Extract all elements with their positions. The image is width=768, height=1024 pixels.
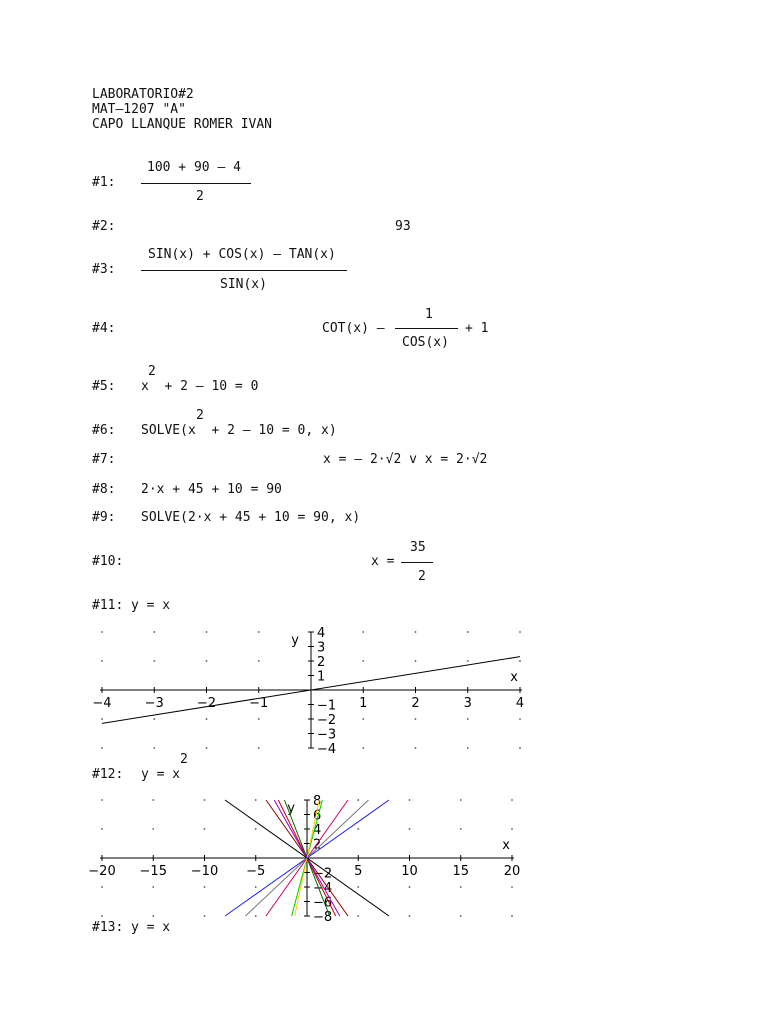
equation: SOLVE(2·x + 45 + 10 = 90, x) [141,510,361,525]
y-tick-label: −6 [313,895,333,911]
y-tick-label: −2 [313,866,333,882]
entry-label: #12: [92,767,124,782]
grid-dot [101,828,103,830]
grid-dot [467,747,469,749]
exponent: 2 [148,364,156,379]
grid-dot [519,631,521,633]
entry-label: #5: [92,379,116,394]
grid-dot [357,915,359,917]
grid-dot [258,631,260,633]
grid-dot [467,660,469,662]
grid-dot [152,828,154,830]
grid-dot [101,886,103,888]
grid-dot [511,886,513,888]
grid-dot [258,660,260,662]
grid-dot [467,718,469,720]
entry-label: #4: [92,321,116,336]
grid-dot [409,828,411,830]
fraction-bar [141,270,347,271]
entry-label: #3: [92,262,116,277]
x-tick-label: 2 [411,696,420,711]
grid-dot [206,631,208,633]
grid-dot [255,915,257,917]
fraction-numerator: 35 [410,540,426,555]
entry-label: #1: [92,175,116,190]
grid-dot [258,718,260,720]
function-definition: y = x [131,920,171,935]
plot-linear [92,622,528,757]
x-tick-label: 1 [359,696,368,711]
equation: 2·x + 45 + 10 = 90 [141,482,282,497]
function-definition: y = x [131,598,171,613]
x-tick-label: −2 [196,696,217,711]
grid-dot [255,799,257,801]
fraction-bar [395,328,458,329]
entry-label: #10: [92,554,124,569]
entry-label: #7: [92,452,116,467]
y-tick-label: −1 [317,698,337,714]
grid-dot [204,828,206,830]
x-tick-label: −5 [246,864,266,879]
exponent: 2 [196,408,204,423]
y-tick-label: 3 [317,640,326,656]
x-tick-label: −20 [88,864,116,879]
y-tick-label: −3 [317,727,337,743]
grid-dot [152,886,154,888]
grid-dot [511,799,513,801]
y-tick-label: −4 [313,881,333,896]
grid-dot [153,747,155,749]
x-tick-label: 10 [401,864,418,879]
grid-dot [153,718,155,720]
fraction-denominator: COS(x) [402,335,449,350]
grid-dot [204,799,206,801]
grid-dot [258,747,260,749]
header-title: LABORATORIO#2 [92,87,194,102]
grid-dot [152,799,154,801]
solution: x = – 2·√2 v x = 2·√2 [323,452,488,467]
expression-suffix: + 1 [465,321,489,336]
grid-dot [101,631,103,633]
grid-dot [409,886,411,888]
grid-dot [362,631,364,633]
y-tick-label: 2 [313,837,322,853]
grid-dot [519,718,521,720]
y-tick-label: 1 [317,669,326,685]
x-tick-label: −1 [249,696,269,711]
grid-dot [101,799,103,801]
grid-dot [101,747,103,749]
entry-label: #9: [92,510,116,525]
equation: x + 2 – 10 = 0 [141,379,259,394]
y-tick-label: 6 [313,808,322,824]
x-axis-label: x [502,838,510,853]
y-tick-label: −2 [317,713,337,728]
grid-dot [511,915,513,917]
y-tick-label: 4 [313,823,322,838]
grid-dot [362,718,364,720]
entry-label: #11: [92,598,124,613]
grid-dot [204,915,206,917]
grid-dot [415,660,417,662]
fraction-bar [141,183,251,184]
grid-dot [357,828,359,830]
expression-prefix: COT(x) – [322,321,385,336]
entry-label: #13: [92,920,124,935]
x-tick-label: −3 [144,696,164,711]
x-tick-label: −10 [190,864,219,879]
expression-prefix: x = [371,554,395,569]
grid-dot [415,631,417,633]
grid-dot [409,915,411,917]
header-course: MAT–1207 "A" [92,102,186,117]
grid-dot [206,718,208,720]
grid-dot [362,747,364,749]
y-axis-label: y [287,801,295,816]
x-tick-label: 4 [515,696,525,711]
x-tick-label: 20 [503,864,521,879]
y-tick-label: 4 [317,626,326,641]
grid-dot [255,828,257,830]
entry-label: #6: [92,423,116,438]
grid-dot [206,747,208,749]
entry-label: #8: [92,482,116,497]
grid-dot [255,886,257,888]
grid-dot [101,718,103,720]
grid-dot [415,747,417,749]
fraction-numerator: 1 [425,307,433,322]
grid-dot [460,828,462,830]
grid-dot [415,718,417,720]
x-axis-label: x [510,670,518,685]
grid-dot [101,660,103,662]
entry-label: #2: [92,219,116,234]
y-tick-label: −8 [313,910,333,925]
fraction-denominator: SIN(x) [220,277,267,292]
grid-dot [152,915,154,917]
fraction-denominator: 2 [418,569,426,584]
grid-dot [206,660,208,662]
grid-dot [460,886,462,888]
equation: SOLVE(x + 2 – 10 = 0, x) [141,423,337,438]
grid-dot [357,886,359,888]
y-axis-label: y [291,633,299,648]
grid-dot [153,660,155,662]
grid-dot [467,631,469,633]
fraction-numerator: 100 + 90 – 4 [147,160,241,175]
x-tick-label: −15 [139,864,167,879]
grid-dot [357,799,359,801]
grid-dot [460,915,462,917]
grid-dot [460,799,462,801]
y-tick-label: −4 [317,742,337,757]
exponent: 2 [180,752,188,767]
plot-family [88,792,528,925]
y-tick-label: 2 [317,655,326,670]
grid-dot [153,631,155,633]
fraction-numerator: SIN(x) + COS(x) – TAN(x) [148,247,336,262]
function-definition: y = x [141,767,181,782]
y-tick-label: 8 [313,794,322,809]
header-author: CAPO LLANQUE ROMER IVAN [92,117,273,132]
result-value: 93 [395,219,411,234]
grid-dot [519,660,521,662]
grid-dot [519,747,521,749]
x-tick-label: 3 [463,696,472,711]
grid-dot [204,886,206,888]
fraction-bar [401,562,433,563]
x-tick-label: 15 [452,864,470,879]
x-tick-label: −4 [92,696,112,711]
grid-dot [409,799,411,801]
grid-dot [362,660,364,662]
fraction-denominator: 2 [196,189,204,204]
grid-dot [511,828,513,830]
grid-dot [101,915,103,917]
x-tick-label: 5 [354,864,363,879]
